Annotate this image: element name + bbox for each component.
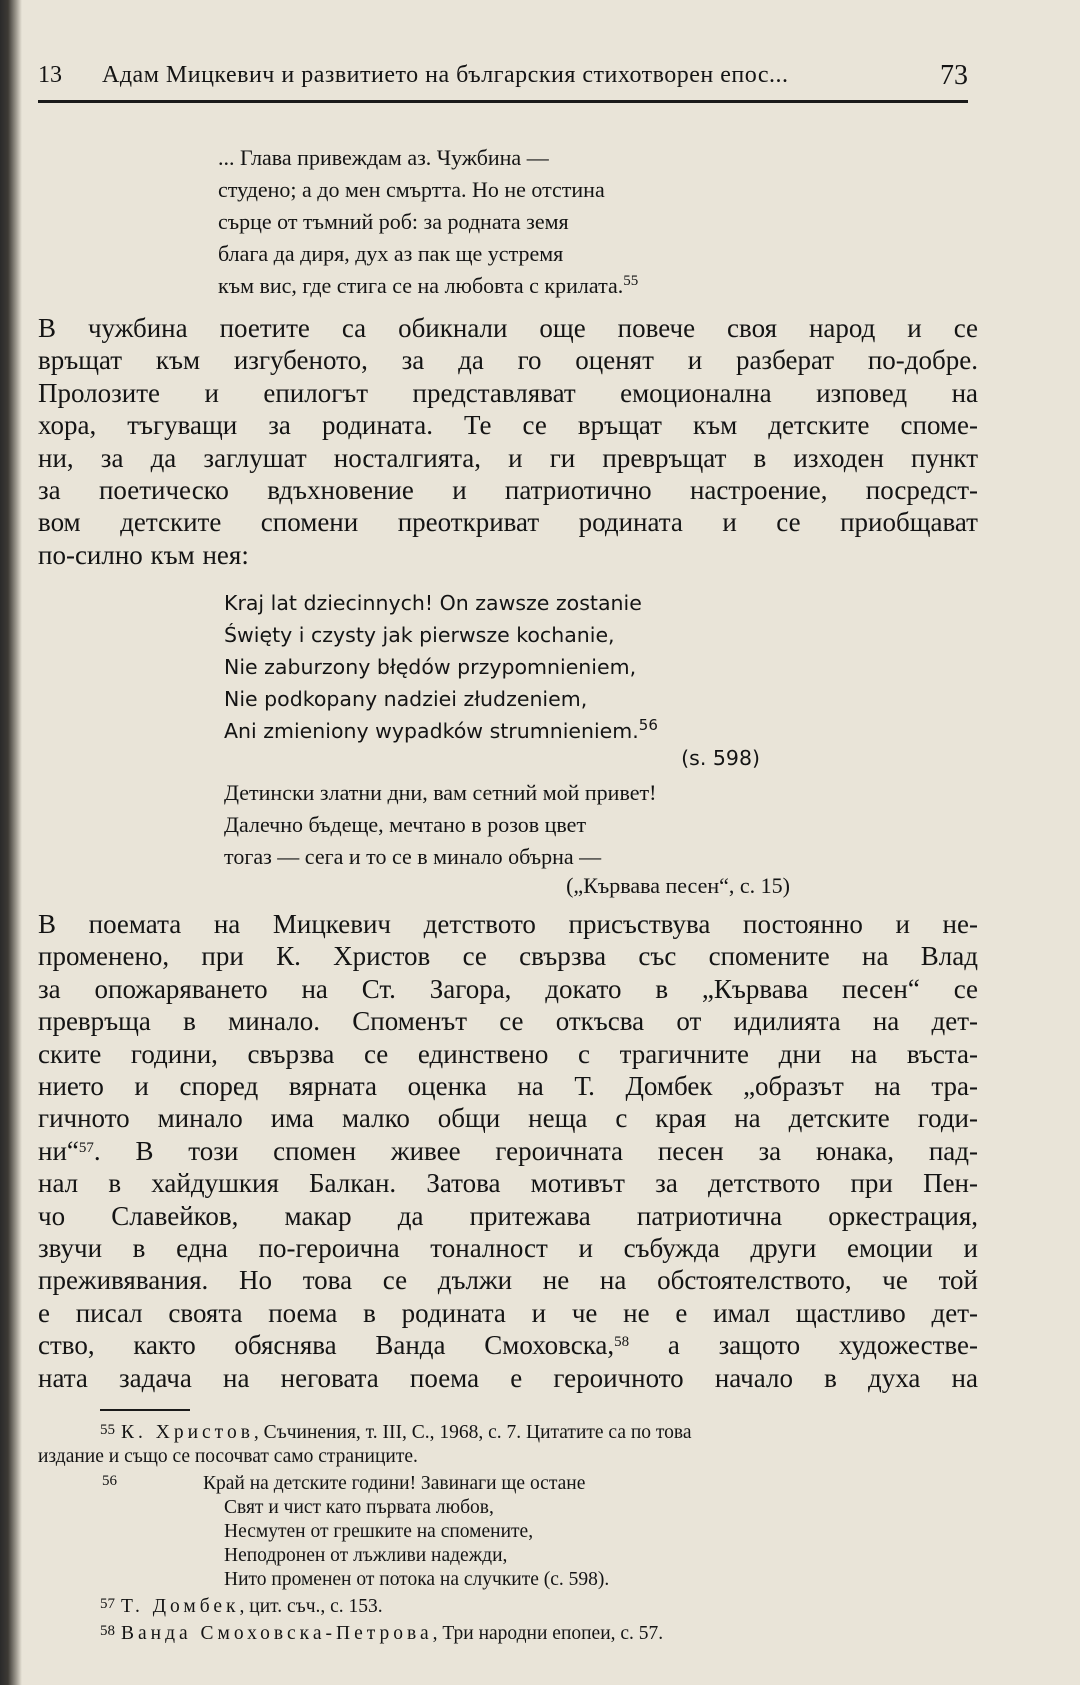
verse-citation: (s. 598) xyxy=(681,746,760,770)
footnote-58 xyxy=(38,1619,978,1646)
verse-line: Święty i czysty jak pierwsze kochanie, xyxy=(224,623,615,647)
text-line: за поетическо вдъхновение и патриотично настроение, посредст- xyxy=(38,475,978,506)
text-line: В поемата на Мицкевич детството присъствува постоянно и не- xyxy=(38,909,978,939)
verse-line: студено; а до мен смъртта. Но не отстина xyxy=(218,177,605,202)
text-line: ни, за да заглушат носталгията, и ги превръщат в изходен пункт xyxy=(38,442,978,473)
text-line: вом детските спомени преоткриват родината и се приобщават xyxy=(38,507,978,538)
verse-line: Nie podkopany nadziei złudzeniem, xyxy=(224,687,588,711)
running-title: Адам Мицкевич и развитието на българския стихотворен епос... xyxy=(102,62,789,88)
text-line: звучи в една по-героична тоналност и събужда други емоции и xyxy=(38,1233,978,1264)
verse-citation: („Кървава песен“, с. 15) xyxy=(566,873,790,898)
verse-line: Nie zaburzony błędów przypomnieniem, xyxy=(224,655,637,679)
verse-quote-1 xyxy=(218,142,638,302)
header-rule xyxy=(38,100,968,103)
footnote-text: , Съчинения, т. III, С., 1968, с. 7. Цитатите са по това xyxy=(253,1422,692,1443)
footnote-55-continuation: издание и също се посочват само страниците. xyxy=(38,1446,418,1467)
verse-quote-polish xyxy=(224,587,658,747)
footnote-text: , цит. съч., с. 153. xyxy=(239,1596,383,1617)
footnote-55 xyxy=(38,1418,978,1445)
text-line: Пролозите и епилогът представляват емоционална изповед на xyxy=(38,377,978,408)
verse-line: ... Глава привеждам аз. Чужбина — xyxy=(218,145,549,170)
text-line: превръща в минало. Споменът се откъсва от идилията на дет- xyxy=(38,1006,978,1037)
text-line: по-силно към нея: xyxy=(38,539,249,570)
body-paragraph-2 xyxy=(38,908,978,1394)
text-line: ство, както обяснява Ванда Смоховска,$^{58}$ а защото художестве- xyxy=(38,1330,978,1361)
text-line: нал в хайдушкия Балкан. Затова мотивът за детството при Пен- xyxy=(38,1168,978,1199)
text-line: връщат към изгубеното, за да го оценят и разберат по-добре. xyxy=(38,345,978,376)
footnote-mark: 55 xyxy=(100,1422,115,1438)
verse-line: Kraj lat dziecinnych! On zawsze zostanie xyxy=(224,591,642,615)
footnote-text: , Три народни епопеи, с. 57. xyxy=(432,1623,664,1644)
verse-line: сърце от тъмний роб: за родната земя xyxy=(218,209,569,234)
footnote-ref[interactable]: 55 xyxy=(623,273,639,289)
text-line: В чужбина поетите са обикнали още повече своя народ и се xyxy=(38,313,978,343)
footnote-57 xyxy=(38,1592,978,1619)
text-line: ските години, свързва се единствено с трагичните дни на въста- xyxy=(38,1038,978,1069)
text-line: ни“$^{57}$. В този спомен живее героичната песен за юнака, пад- xyxy=(38,1135,978,1166)
footnote-rule xyxy=(100,1409,190,1411)
footnote-56 xyxy=(38,1469,978,1496)
text-line: променено, при К. Христов се свързва със спомените на Влад xyxy=(38,941,978,972)
verse-line: Детински златни дни, вам сетний мой привет! xyxy=(224,780,657,805)
verse-quote-3 xyxy=(224,777,656,873)
text-line: чо Славейков, макар да притежава патриотична оркестрация, xyxy=(38,1200,978,1231)
text-line: е писал своята поема в родината и че не е имал щастливо дет- xyxy=(38,1297,978,1328)
running-header xyxy=(38,58,968,98)
footnote-author: Т. Домбек xyxy=(121,1596,240,1617)
footnote-mark: 57 xyxy=(100,1596,115,1612)
text-line: за опожаряването на Ст. Загора, докато в „Кървава песен“ се xyxy=(38,973,978,1004)
body-paragraph-1 xyxy=(38,312,978,571)
verse-line: Ani zmieniony wypadków strumnieniem.$^{56}$ xyxy=(224,716,658,743)
footnote-line: Нито променен от потока на случките (с. 598). xyxy=(224,1569,610,1590)
footnote-author: Ванда Смоховска-Петрова xyxy=(121,1623,433,1644)
footnote-line: Свят и чист като първата любов, xyxy=(224,1497,494,1518)
footnotes xyxy=(38,1418,978,1646)
footnote-mark: 58 xyxy=(100,1623,115,1639)
footnote-ref[interactable]: 58 xyxy=(614,1334,630,1351)
text-line: ната задача на неговата поема е героичното начало в духа на xyxy=(38,1362,978,1393)
chapter-number: 13 xyxy=(38,62,62,88)
page-number: 73 xyxy=(940,60,968,91)
page-edge-shadow xyxy=(0,0,22,1685)
verse-line: Далечно бъдеще, мечтано в розов цвет xyxy=(224,812,587,837)
text-line: гичното минало има малко общи неща с края на детските годи- xyxy=(38,1103,978,1134)
text-line: нието и според вярната оценка на Т. Домбек „образът на тра- xyxy=(38,1071,978,1102)
footnote-author: К. Христов xyxy=(121,1422,254,1443)
verse-line: блага да диря, дух аз пак ще устремя xyxy=(218,241,564,266)
footnote-ref[interactable]: 56 xyxy=(638,716,658,734)
text-line: хора, тъгуващи за родината. Те се връщат към детските споме- xyxy=(38,410,978,441)
verse-line: към вис, где стига се на любовта с крилата.$^{55}$ xyxy=(218,273,639,298)
footnote-line: Неподронен от лъжливи надежди, xyxy=(224,1545,508,1566)
footnote-mark: 56 xyxy=(102,1473,117,1489)
footnote-line: Несмутен от грешките на спомените, xyxy=(224,1521,534,1542)
text-line: преживявания. Но това се дължи не на обстоятелството, че той xyxy=(38,1265,978,1296)
footnote-line: Край на детските години! Завинаги ще остане xyxy=(203,1473,586,1494)
verse-line: тогаз — сега и то се в минало обърна — xyxy=(224,844,602,869)
footnote-ref[interactable]: 57 xyxy=(78,1139,94,1156)
